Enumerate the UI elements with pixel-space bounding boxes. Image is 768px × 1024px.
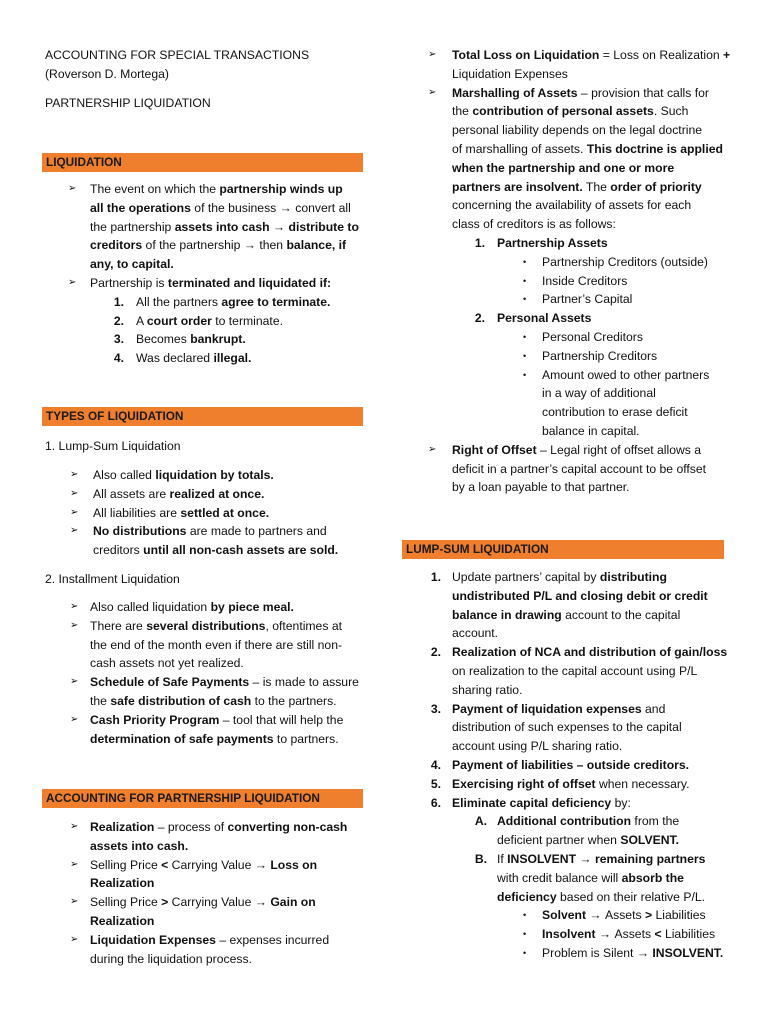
text: A	[136, 313, 147, 328]
text: on realization to the capital account using P/L	[452, 664, 698, 678]
text-line	[452, 737, 622, 756]
text: All assets are	[93, 486, 170, 501]
text: Becomes	[136, 332, 191, 347]
bold-text: terminated and liquidated if:	[167, 276, 332, 290]
text-line	[93, 485, 264, 504]
text: Assets	[604, 908, 645, 923]
bold-text: Realization	[90, 820, 155, 834]
bold-text: This doctrine is applied	[586, 142, 723, 156]
text-line	[136, 349, 251, 368]
text-line	[93, 541, 338, 560]
text-line	[90, 199, 351, 218]
bold-text: No distributions	[93, 524, 187, 539]
list-number: 4.	[113, 351, 124, 366]
step-number: 5.	[430, 776, 441, 791]
text: during the liquidation process.	[90, 951, 252, 966]
text-line	[90, 218, 359, 237]
bold-text: Insolvent →	[542, 927, 615, 942]
text: when necessary.	[595, 776, 690, 791]
arrow-bullet-icon: ➢	[70, 601, 79, 612]
bullet-dot-icon: •	[523, 929, 527, 940]
bold-text: Right of Offset	[452, 442, 537, 457]
bold-text: → Gain on	[254, 895, 316, 910]
text-line	[452, 159, 674, 178]
text-line	[93, 522, 327, 541]
text-line	[452, 65, 568, 84]
arrow-bullet-icon: ➢	[70, 896, 79, 908]
text-line	[452, 568, 667, 587]
bold-text: several distributions	[146, 618, 266, 633]
bold-text: Marshalling of Assets	[452, 85, 578, 100]
bold-text: absorb the	[621, 870, 684, 885]
bold-text: when the partnership and one or more	[452, 160, 675, 175]
bold-text: order of priority	[610, 179, 702, 194]
arrow-bullet-icon: ➢	[70, 933, 79, 945]
text-line	[90, 180, 343, 199]
text-line	[90, 912, 154, 931]
text: – tool that will help the	[219, 712, 344, 727]
text: – process of	[154, 820, 228, 834]
bold-text: assets into cash.	[90, 838, 189, 853]
arrow-bullet-icon: ➢	[70, 619, 79, 631]
text-line	[93, 504, 269, 523]
text: Liabilities	[661, 927, 716, 942]
bullet-dot-icon: •	[523, 948, 527, 958]
arrow-bullet-icon: ➢	[70, 487, 79, 499]
text-line: Amount owed to other partners	[542, 367, 710, 382]
bold-text: INSOLVENT → remaining partners	[507, 852, 706, 866]
arrow-bullet-icon: ➢	[428, 86, 437, 98]
text: by:	[611, 795, 631, 810]
sub-letter: B.	[474, 852, 487, 866]
bold-text: creditors	[90, 238, 143, 253]
text-line	[452, 643, 727, 662]
text: Carrying Value	[168, 895, 255, 910]
sub-letter: A.	[474, 814, 487, 829]
bold-text: Realization	[90, 876, 155, 891]
text-line: balance in capital.	[542, 424, 640, 438]
text: If	[497, 852, 508, 866]
text-line	[136, 293, 330, 312]
text: personal liability depends on the legal doctrine	[452, 123, 703, 138]
text: All liabilities are	[93, 505, 181, 520]
text: Was declared	[136, 351, 214, 366]
bold-text: SOLVENT.	[620, 833, 679, 848]
text: the	[90, 694, 111, 708]
bold-text: realized at once.	[169, 486, 265, 501]
text: . Such	[653, 104, 689, 119]
bullet-dot-icon: •	[523, 910, 527, 921]
bold-text: Eliminate capital deficiency	[452, 795, 612, 810]
bold-text: settled at once.	[180, 505, 270, 520]
arrow-bullet-icon: ➢	[70, 676, 79, 688]
text-line	[542, 906, 706, 925]
text: account to the capital	[561, 607, 681, 622]
bold-text: <	[654, 927, 662, 942]
text-line	[90, 950, 252, 969]
text-line	[93, 466, 274, 485]
bullet-dot-icon: •	[523, 369, 527, 380]
arrow-bullet-icon: ➢	[68, 277, 77, 288]
text-line	[90, 255, 174, 274]
lump-sum-title: 1. Lump-Sum Liquidation	[45, 439, 181, 453]
text-line: Partnership Creditors (outside)	[542, 254, 708, 269]
section-header-lump-sum: LUMP-SUM LIQUIDATION	[402, 540, 724, 559]
text-line	[497, 812, 679, 831]
bold-text: → Loss on	[254, 857, 318, 872]
bold-text: +	[723, 48, 731, 62]
arrow-bullet-icon: ➢	[70, 525, 79, 537]
text-line	[90, 617, 342, 636]
list-number: 1.	[113, 294, 124, 309]
text-line	[452, 587, 708, 606]
bold-text: Exercising right of offset	[452, 776, 596, 791]
bold-text: balance, if	[286, 238, 347, 253]
arrow-bullet-icon: ➢	[70, 713, 79, 725]
text: – Legal right of offset allows a	[536, 442, 702, 457]
text-line	[90, 730, 339, 749]
text-line	[136, 312, 283, 331]
text: Liabilities	[652, 908, 706, 923]
text: with credit balance will	[497, 870, 622, 885]
text-line	[90, 856, 317, 875]
text-line	[452, 794, 631, 813]
text: distribution of such expenses to the capital	[452, 720, 682, 735]
bold-text: <	[161, 857, 169, 872]
bold-text: Payment of liabilities – outside creditors.	[452, 758, 690, 772]
text: to terminate.	[211, 313, 283, 328]
text: There are	[90, 618, 147, 633]
text-line	[90, 673, 359, 692]
text: All the partners	[136, 294, 222, 309]
text: The	[582, 179, 611, 194]
step-number: 1.	[430, 570, 441, 584]
bullet-dot-icon: •	[523, 256, 527, 267]
bold-text: all the operations	[90, 200, 191, 215]
text: Carrying Value	[168, 857, 255, 872]
bold-text: agree to terminate.	[221, 294, 331, 309]
bullet-dot-icon: •	[523, 275, 527, 286]
bold-text: Cash Priority Program	[90, 712, 220, 727]
bold-text: deficiency	[497, 889, 557, 904]
text-line	[452, 624, 498, 643]
bold-text: Payment of liquidation expenses	[452, 701, 642, 716]
bold-text: court order	[146, 313, 212, 328]
bold-text: safe distribution of cash	[110, 694, 252, 708]
text: cash assets not yet realized.	[90, 656, 244, 671]
bold-text: balance in drawing	[452, 607, 562, 622]
text-line	[452, 700, 665, 719]
text: sharing ratio.	[452, 682, 523, 697]
bold-text: distributing	[599, 570, 667, 584]
step-number: 2.	[430, 645, 441, 660]
text-line	[90, 818, 347, 837]
arrow-bullet-icon: ➢	[428, 49, 437, 60]
bold-text: partnership winds up	[219, 182, 343, 196]
text-line	[90, 837, 188, 856]
section-header-liquidation: LIQUIDATION	[42, 153, 363, 172]
text: Assets	[614, 927, 655, 942]
text: class of creditors is as follows:	[452, 217, 616, 232]
text: the partnership	[90, 219, 175, 234]
text-line: Partnership Creditors	[542, 348, 658, 363]
text-line	[90, 236, 346, 255]
text-line	[497, 869, 684, 888]
text-line	[90, 711, 343, 730]
bold-text: contribution of personal assets	[472, 104, 654, 119]
text-line	[452, 718, 682, 737]
text: Selling Price	[90, 857, 162, 872]
text-line	[542, 944, 723, 963]
priority-title: Partnership Assets	[497, 236, 608, 250]
bold-text: Realization of NCA and distribution of gain/loss	[452, 645, 728, 660]
text: = Loss on Realization	[599, 48, 724, 62]
text-line	[452, 215, 616, 234]
arrow-bullet-icon: ➢	[70, 469, 79, 480]
text: Selling Price	[90, 895, 162, 910]
text: Problem is Silent	[542, 946, 637, 960]
text-line	[452, 178, 702, 197]
bullet-dot-icon: •	[523, 350, 527, 361]
text-line	[90, 931, 329, 950]
text: – provision that calls for	[577, 85, 709, 100]
text-line: Personal Creditors	[542, 330, 643, 344]
text-line	[452, 441, 701, 460]
bold-text: determination of safe payments	[90, 731, 274, 746]
bold-text: any, to capital.	[90, 257, 174, 272]
text-line	[452, 140, 723, 159]
text-line	[452, 662, 697, 681]
bold-text: partners are insolvent.	[452, 179, 583, 194]
text: of the business → convert all	[190, 200, 351, 215]
bold-text: liquidation by totals.	[155, 468, 274, 482]
text: – expenses incurred	[215, 932, 330, 947]
list-number: 3.	[113, 332, 124, 347]
text-line	[136, 330, 246, 349]
list-number: 1.	[474, 236, 485, 250]
text: the end of the month even if there are still non-	[90, 637, 343, 652]
step-number: 3.	[430, 701, 441, 716]
text-line	[90, 893, 316, 912]
text-line	[452, 196, 691, 215]
text-line	[497, 888, 705, 907]
text: by a loan payable to that partner.	[452, 480, 630, 495]
bold-text: assets into cash → distribute to	[174, 219, 359, 234]
text-line	[90, 598, 294, 617]
text-line	[90, 274, 331, 293]
text: from the	[631, 814, 680, 829]
list-number: 2.	[113, 313, 124, 328]
title-line-2: (Roverson D. Mortega)	[45, 67, 169, 81]
text-line	[452, 102, 688, 121]
bold-text: >	[644, 908, 653, 923]
text: of marshalling of assets.	[452, 142, 587, 156]
bold-text: Schedule of Safe Payments	[90, 675, 250, 690]
text-line	[542, 925, 715, 944]
text: creditors	[93, 543, 144, 558]
bullet-dot-icon: •	[523, 294, 527, 305]
text-line	[90, 874, 154, 893]
section-header-accounting: ACCOUNTING FOR PARTNERSHIP LIQUIDATION	[42, 789, 363, 808]
bullet-dot-icon: •	[523, 332, 527, 342]
bold-text: until all non-cash assets are sold.	[143, 543, 339, 558]
bold-text: Additional contribution	[497, 814, 632, 829]
priority-title: Personal Assets	[497, 311, 592, 326]
arrow-bullet-icon: ➢	[70, 858, 79, 870]
text: to the partners.	[251, 694, 337, 708]
bold-text: undistributed P/L and closing debit or credit	[452, 588, 708, 603]
arrow-bullet-icon: ➢	[70, 506, 79, 518]
installment-title: 2. Installment Liquidation	[45, 572, 180, 586]
bold-text: converting non-cash	[227, 820, 348, 834]
text-line	[452, 478, 630, 497]
text: account.	[452, 626, 499, 641]
bold-text: Solvent →	[542, 908, 605, 923]
bold-text: bankrupt.	[190, 332, 246, 347]
text-line	[452, 756, 689, 775]
text-line	[497, 850, 705, 869]
bold-text: >	[161, 895, 169, 910]
text: account using P/L sharing ratio.	[452, 739, 623, 754]
arrow-bullet-icon: ➢	[428, 443, 437, 455]
text-line: Partner’s Capital	[542, 292, 633, 307]
section-header-types: TYPES OF LIQUIDATION	[42, 407, 363, 426]
text: the	[452, 104, 473, 119]
text: deficient partner when	[497, 833, 621, 848]
text-line	[452, 460, 706, 479]
text: – is made to assure	[249, 675, 359, 690]
text-line	[452, 121, 702, 140]
text: The event on which the	[90, 182, 220, 196]
text: deficit in a partner’s capital account to be offset	[452, 461, 707, 476]
text: based on their relative P/L.	[556, 889, 705, 904]
bold-text: → INSOLVENT.	[636, 946, 724, 960]
text-line: in a way of additional	[542, 386, 656, 401]
text-line: Inside Creditors	[542, 273, 628, 288]
arrow-bullet-icon: ➢	[68, 183, 77, 194]
text: Also called	[93, 468, 156, 482]
text: Also called liquidation	[90, 600, 211, 614]
text-line	[90, 692, 337, 711]
text: Update partners’ capital by	[452, 570, 600, 584]
title-line-3: PARTNERSHIP LIQUIDATION	[45, 96, 211, 110]
text-line	[90, 654, 244, 673]
text-line	[452, 84, 709, 103]
step-number: 4.	[430, 758, 441, 772]
bold-text: by piece meal.	[210, 600, 294, 614]
text-line	[452, 775, 690, 794]
text-line	[452, 681, 522, 700]
text: to partners.	[273, 731, 339, 746]
step-number: 6.	[430, 795, 441, 810]
title-line-1: ACCOUNTING FOR SPECIAL TRANSACTIONS	[45, 48, 310, 62]
arrow-bullet-icon: ➢	[70, 821, 79, 832]
list-number: 2.	[474, 311, 485, 326]
text-line: contribution to erase deficit	[542, 405, 688, 420]
text-line	[452, 46, 730, 65]
text: are made to partners and	[186, 524, 327, 539]
text-line	[90, 636, 342, 655]
bold-text: Total Loss on Liquidation	[452, 48, 600, 62]
bold-text: Realization	[90, 914, 155, 928]
bold-text: illegal.	[213, 351, 252, 366]
text: of the partnership → then	[142, 238, 287, 253]
bold-text: Liquidation Expenses	[90, 932, 216, 947]
text: , oftentimes at	[265, 618, 342, 633]
text: Partnership is	[90, 276, 168, 290]
text-line	[452, 606, 680, 625]
text-line	[497, 831, 679, 850]
text: Liquidation Expenses	[452, 66, 568, 81]
text: and	[641, 701, 666, 716]
text: concerning the availability of assets for each	[452, 198, 692, 213]
